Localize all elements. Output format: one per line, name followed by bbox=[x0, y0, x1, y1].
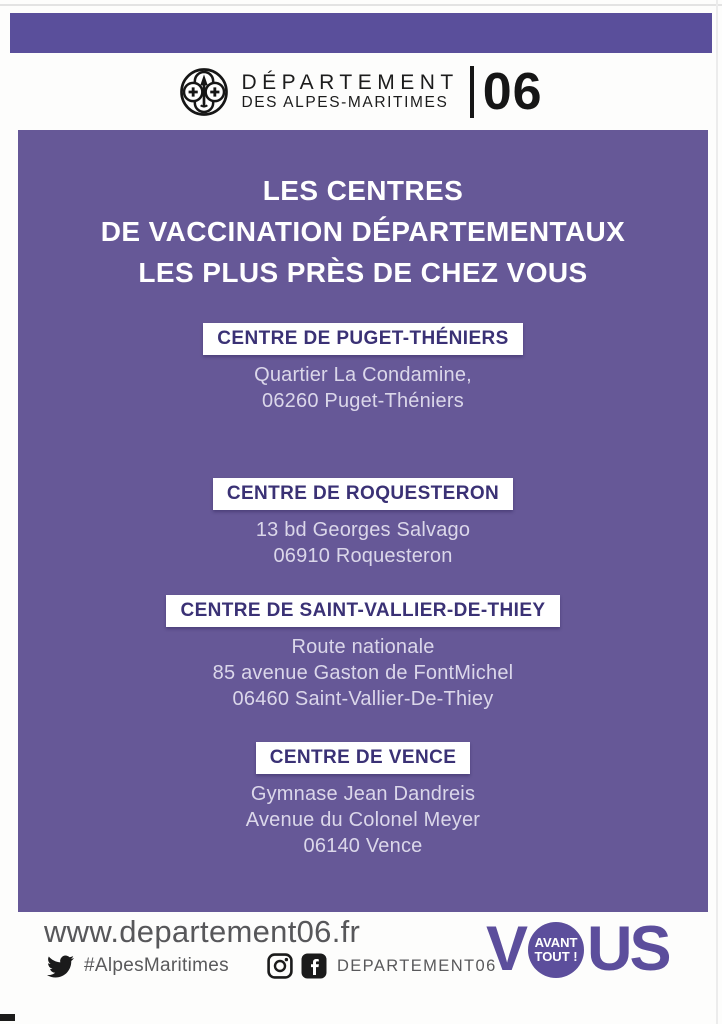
avant-tout-line2: TOUT ! bbox=[534, 948, 578, 964]
instagram-icon bbox=[267, 953, 293, 979]
department-logo-text bbox=[241, 71, 458, 112]
center-address bbox=[18, 362, 708, 414]
vous-letters-us: US bbox=[587, 914, 669, 984]
department-name: DÉPARTEMENT bbox=[241, 71, 459, 94]
address-line: Quartier La Condamine, bbox=[254, 364, 472, 386]
alpes-maritimes-emblem-icon bbox=[179, 67, 229, 117]
department-subname: DES ALPES-MARITIMES bbox=[241, 94, 449, 111]
address-line: 13 bd Georges Salvago bbox=[255, 519, 471, 541]
center-address bbox=[18, 781, 708, 859]
address-line: 06460 Saint-Vallier-De-Thiey bbox=[232, 688, 494, 710]
main-purple-panel bbox=[18, 130, 708, 912]
address-line: Route nationale bbox=[291, 636, 435, 658]
twitter-hashtag: #AlpesMaritimes bbox=[84, 955, 229, 976]
avant-tout-line1: AVANT bbox=[534, 934, 578, 950]
social-row bbox=[47, 951, 497, 981]
avant-tout-badge bbox=[528, 922, 584, 978]
center-name-banner: CENTRE DE VENCE bbox=[256, 742, 471, 774]
twitter-icon bbox=[47, 953, 74, 980]
center-block-saint-vallier-de-thiey bbox=[18, 595, 708, 712]
address-line: 06140 Vence bbox=[303, 835, 423, 857]
scan-edge-top bbox=[0, 4, 722, 6]
address-line: Avenue du Colonel Meyer bbox=[245, 809, 481, 831]
scan-artifact bbox=[0, 1014, 15, 1021]
department-logo bbox=[179, 62, 543, 121]
title-line-3: LES PLUS PRÈS DE CHEZ VOUS bbox=[138, 257, 588, 288]
logo-divider bbox=[470, 66, 474, 118]
title-line-2: DE VACCINATION DÉPARTEMENTAUX bbox=[100, 216, 626, 247]
top-purple-bar bbox=[10, 13, 712, 53]
center-name-banner: CENTRE DE ROQUESTERON bbox=[213, 478, 513, 510]
center-address bbox=[18, 517, 708, 569]
center-block-vence bbox=[18, 742, 708, 859]
scan-edge-right bbox=[716, 0, 718, 1024]
vous-letter-v: V bbox=[486, 914, 526, 984]
title-line-1: LES CENTRES bbox=[262, 175, 464, 206]
facebook-icon bbox=[301, 953, 327, 979]
address-line: Gymnase Jean Dandreis bbox=[250, 783, 476, 805]
website-url: www.departement06.fr bbox=[44, 914, 361, 949]
vous-avant-tout-logo bbox=[486, 914, 669, 984]
address-line: 85 avenue Gaston de FontMichel bbox=[212, 662, 514, 684]
address-line: 06260 Puget-Théniers bbox=[262, 390, 464, 412]
address-line: 06910 Roquesteron bbox=[273, 545, 453, 567]
center-address bbox=[18, 634, 708, 712]
center-name-banner: CENTRE DE PUGET-THÉNIERS bbox=[203, 323, 522, 355]
center-name-banner: CENTRE DE SAINT-VALLIER-DE-THIEY bbox=[166, 595, 559, 627]
center-block-puget-theniers bbox=[18, 323, 708, 414]
header bbox=[0, 53, 722, 130]
department-number: 06 bbox=[482, 62, 543, 121]
poster-title bbox=[18, 130, 708, 293]
social-handle: DEPARTEMENT06 bbox=[336, 956, 497, 975]
center-block-roquesteron bbox=[18, 478, 708, 569]
